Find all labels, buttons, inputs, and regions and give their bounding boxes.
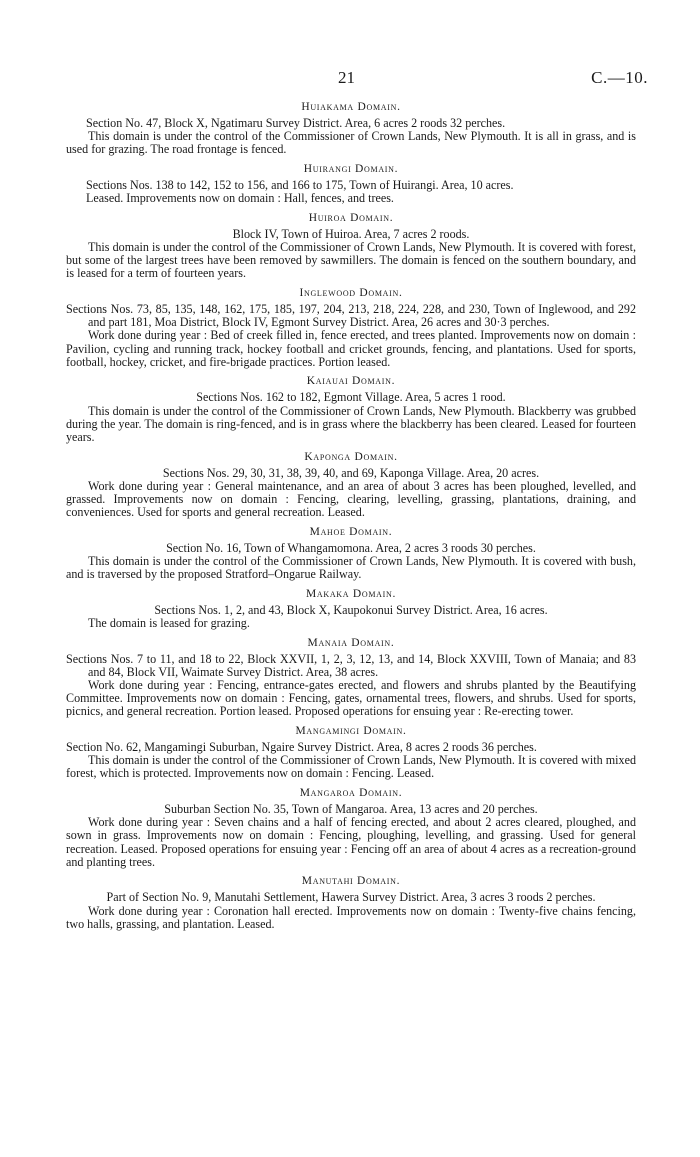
domain-list	[66, 101, 636, 937]
domain-description: Sections Nos. 29, 30, 31, 38, 39, 40, and 69, Kaponga Village. Area, 20 acres.	[162, 465, 540, 480]
page-number: 21	[338, 68, 355, 87]
domain-entry-kaiauai	[66, 375, 636, 444]
domain-heading: Mangaroa Domain.	[299, 787, 403, 800]
domain-description: Leased. Improvements now on domain : Hall, fences, and trees.	[86, 191, 394, 206]
domain-description: This domain is under the control of the Commissioner of Crown Lands, New Plymouth. Blackberry was grubbed during the year. The domain is ring-fenced, and is in grass where the blackberry has been cleared. Leased for fourteen years.	[66, 403, 636, 445]
domain-description: Section No. 47, Block X, Ngatimaru Survey District. Area, 6 acres 2 roods 32 perches.	[86, 116, 506, 130]
domain-description: Block IV, Town of Huiroa. Area, 7 acres 2 roods.	[232, 226, 470, 241]
domain-description: This domain is under the control of the Commissioner of Crown Lands, New Plymouth. It is covered with mixed forest, which is protected. Improvements now on domain : Fencing. Leased.	[66, 753, 636, 781]
domain-entry-makaka	[66, 588, 636, 630]
domain-description: Work done during year : Coronation hall erected. Improvements now on domain : Twenty-five chains fencing, two halls, grassing, and plantation. Leased.	[66, 903, 636, 931]
domain-heading: Mahoe Domain.	[309, 525, 393, 538]
domain-heading: Manaia Domain.	[307, 636, 395, 649]
domain-description: Section No. 16, Town of Whangamomona. Area, 2 acres 3 roods 30 perches.	[166, 540, 536, 555]
domain-description: Work done during year : General maintenance, and an area of about 3 acres has been ploughed, levelled, and grassed. Improvements now on domain : Fencing, clearing, levelling, grassing, plantations, draining, and conveniences. Used for sports and general recreation. Leased.	[66, 478, 636, 520]
domain-description: Part of Section No. 9, Manutahi Settlement, Hawera Survey District. Area, 3 acres 3 roods 2 perches.	[106, 890, 596, 905]
domain-description: This domain is under the control of the Commissioner of Crown Lands, New Plymouth. It is all in grass, and is used for grazing. The road frontage is fenced.	[66, 129, 636, 157]
domain-entry-mahoe	[66, 526, 636, 582]
domain-heading: Manutahi Domain.	[301, 875, 401, 888]
document-reference: C.—10.	[591, 68, 648, 87]
domain-description: This domain is under the control of the Commissioner of Crown Lands, New Plymouth. It is covered with bush, and is traversed by the proposed Stratford–Ongarue Railway.	[66, 554, 636, 582]
domain-description: Sections Nos. 162 to 182, Egmont Village. Area, 5 acres 1 rood.	[196, 390, 506, 405]
domain-heading: Huiakama Domain.	[301, 101, 401, 113]
domain-description: Section No. 62, Mangamingi Suburban, Ngaire Survey District. Area, 8 acres 2 roods 36 perches.	[66, 740, 537, 755]
domain-description: Work done during year : Seven chains and a half of fencing erected, and about 2 acres cleared, ploughed, and sown in grass. Improvements now on domain : Fencing, ploughing, levelling, and grassing. Used for general recreation. Leased. Proposed operations for ensuing year : Fencing off an area of about 4 acres as a recreation-ground and planting trees.	[66, 815, 636, 869]
domain-description: Sections Nos. 73, 85, 135, 148, 162, 175, 185, 197, 204, 213, 218, 224, 228, and 230, Town of Inglewood, and 292 and part 181, Moa District, Block IV, Egmont Survey District. Area, 26 acres and 30·3 perches.	[66, 302, 636, 330]
domain-description: Work done during year : Bed of creek filled in, fence erected, and trees planted. Improvements now on domain : Pavilion, cycling and running track, hockey football and cricket grounds, fencing, and plantations. Used for sports, football, hockey, cricket, and fire-brigade practices. Portion leased.	[66, 328, 636, 369]
domain-entry-mangaroa	[66, 787, 636, 869]
domain-entry-mangamingi	[66, 725, 636, 781]
domain-entry-manutahi	[66, 875, 636, 931]
domain-description: Sections Nos. 1, 2, and 43, Block X, Kaupokonui Survey District. Area, 16 acres.	[154, 602, 548, 617]
domain-description: Suburban Section No. 35, Town of Mangaroa. Area, 13 acres and 20 perches.	[164, 802, 538, 817]
domain-heading: Kaponga Domain.	[304, 450, 398, 463]
domain-entry-huirangi	[66, 163, 636, 205]
domain-heading: Huirangi Domain.	[303, 163, 399, 175]
domain-entry-huiroa	[66, 212, 636, 281]
domain-heading: Makaka Domain.	[305, 587, 397, 600]
domain-description: The domain is leased for grazing.	[88, 616, 250, 631]
domain-description: Sections Nos. 7 to 11, and 18 to 22, Block XXVII, 1, 2, 3, 12, 13, and 14, Block XXVIII, Town of Manaia; and 83 and 84, Block VII, Waimate Survey District. Area, 38 acres.	[66, 651, 636, 679]
domain-entry-manaia	[66, 637, 636, 719]
domain-heading: Huiroa Domain.	[308, 211, 394, 224]
domain-entry-huiakama	[66, 101, 636, 157]
domain-entry-inglewood	[66, 287, 636, 369]
domain-description: Sections Nos. 138 to 142, 152 to 156, and 166 to 175, Town of Huirangi. Area, 10 acres.	[86, 178, 514, 192]
domain-heading: Inglewood Domain.	[299, 287, 403, 299]
domain-heading: Kaiauai Domain.	[306, 375, 396, 388]
domain-heading: Mangamingi Domain.	[295, 725, 407, 738]
domain-entry-kaponga	[66, 451, 636, 520]
domain-description: This domain is under the control of the Commissioner of Crown Lands, New Plymouth. It is covered with forest, but some of the largest trees have been removed by sawmillers. The domain is fenced on the southern boundary, and is leased for a term of fourteen years.	[66, 240, 636, 281]
domain-description: Work done during year : Fencing, entrance-gates erected, and flowers and shrubs planted by the Beautifying Committee. Improvements now on domain : Fencing, gates, ornamental trees, flowers, and shrubs. Used for sports, picnics, and general recreation. Portion leased. Proposed operations for ensuing year : Re-erecting tower.	[66, 678, 636, 719]
